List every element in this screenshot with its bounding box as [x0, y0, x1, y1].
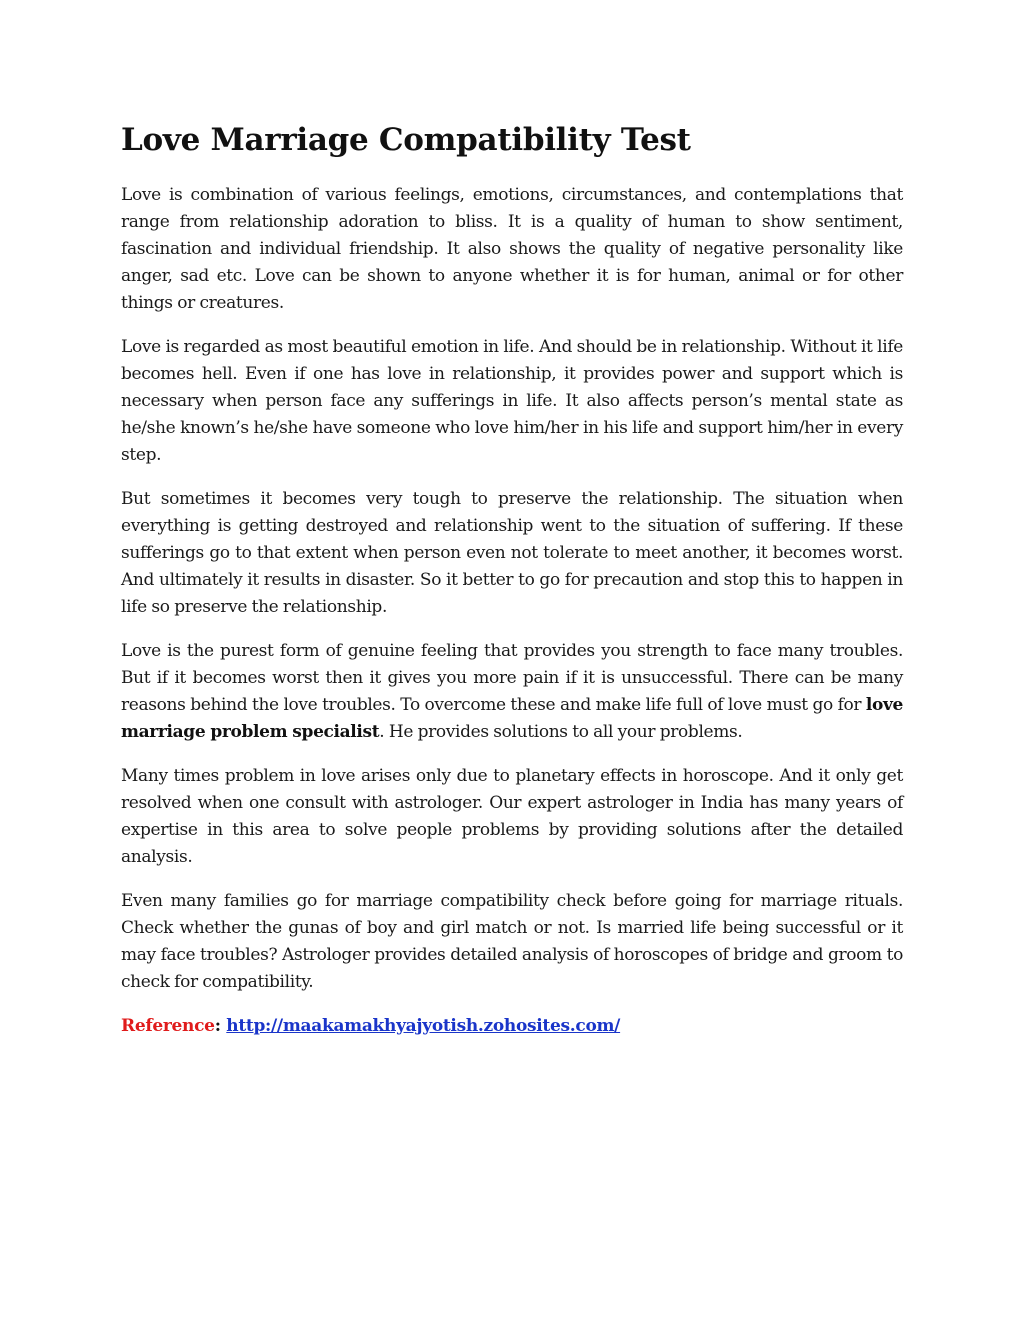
paragraph-3: But sometimes it becomes very tough to preserve the relationship. The situation when everything is getting destroyed and relationship went to the situation of suffering. If these sufferings go to that extent when person even not tolerate to meet another, it becomes worst. And ultimately it results in disaster. So it better to go for precaution and stop this to happen in life so preserve the relationship. — [121, 489, 903, 617]
document-title: Love Marriage Compatibility Test — [121, 122, 691, 158]
paragraph-1: Love is combination of various feelings, emotions, circumstances, and contemplations that range from relationship adoration to bliss. It is a quality of human to show sentiment, fascination and individual friendship. It also shows the quality of negative personality like anger, sad etc. Love can be shown to anyone whether it is for human, animal or for other things or creatures. — [121, 185, 903, 313]
reference-colon: : — [214, 1016, 221, 1036]
document-page — [121, 120, 903, 1040]
paragraph-6: Even many families go for marriage compatibility check before going for marriage rituals. Check whether the gunas of boy and girl match or not. Is married life being successful or it may face troubles? Astrologer provides detailed analysis of horoscopes of bridge and groom to check for compatibility. — [121, 891, 903, 992]
reference-link[interactable]: http://maakamakhyajyotish.zohosites.com/ — [226, 1016, 621, 1036]
reference-label: Reference — [121, 1016, 215, 1036]
reference-line — [121, 1013, 903, 1040]
paragraph-2: Love is regarded as most beautiful emotion in life. And should be in relationship. Without it life becomes hell. Even if one has love in relationship, it provides power and support which is necessary when person face any sufferings in life. It also affects person’s mental state as he/she known’s he/she have someone who love him/her in his life and support him/her in every step. — [121, 337, 903, 465]
paragraph-4-text-end: . He provides solutions to all your problems. — [379, 722, 743, 742]
paragraph-4 — [121, 638, 903, 746]
specialist-bold-phrase: love marriage problem specialist — [121, 695, 903, 742]
paragraph-5: Many times problem in love arises only due to planetary effects in horoscope. And it only get resolved when one consult with astrologer. Our expert astrologer in India has many years of expertise in this area to solve people problems by providing solutions after the detailed analysis. — [121, 766, 903, 867]
paragraph-4-text-start: Love is the purest form of genuine feeling that provides you strength to face many troubles. But if it becomes worst then it gives you more pain if it is unsuccessful. There can be many reasons behind the love troubles. To overcome these and make life full of love must go for — [121, 641, 903, 715]
